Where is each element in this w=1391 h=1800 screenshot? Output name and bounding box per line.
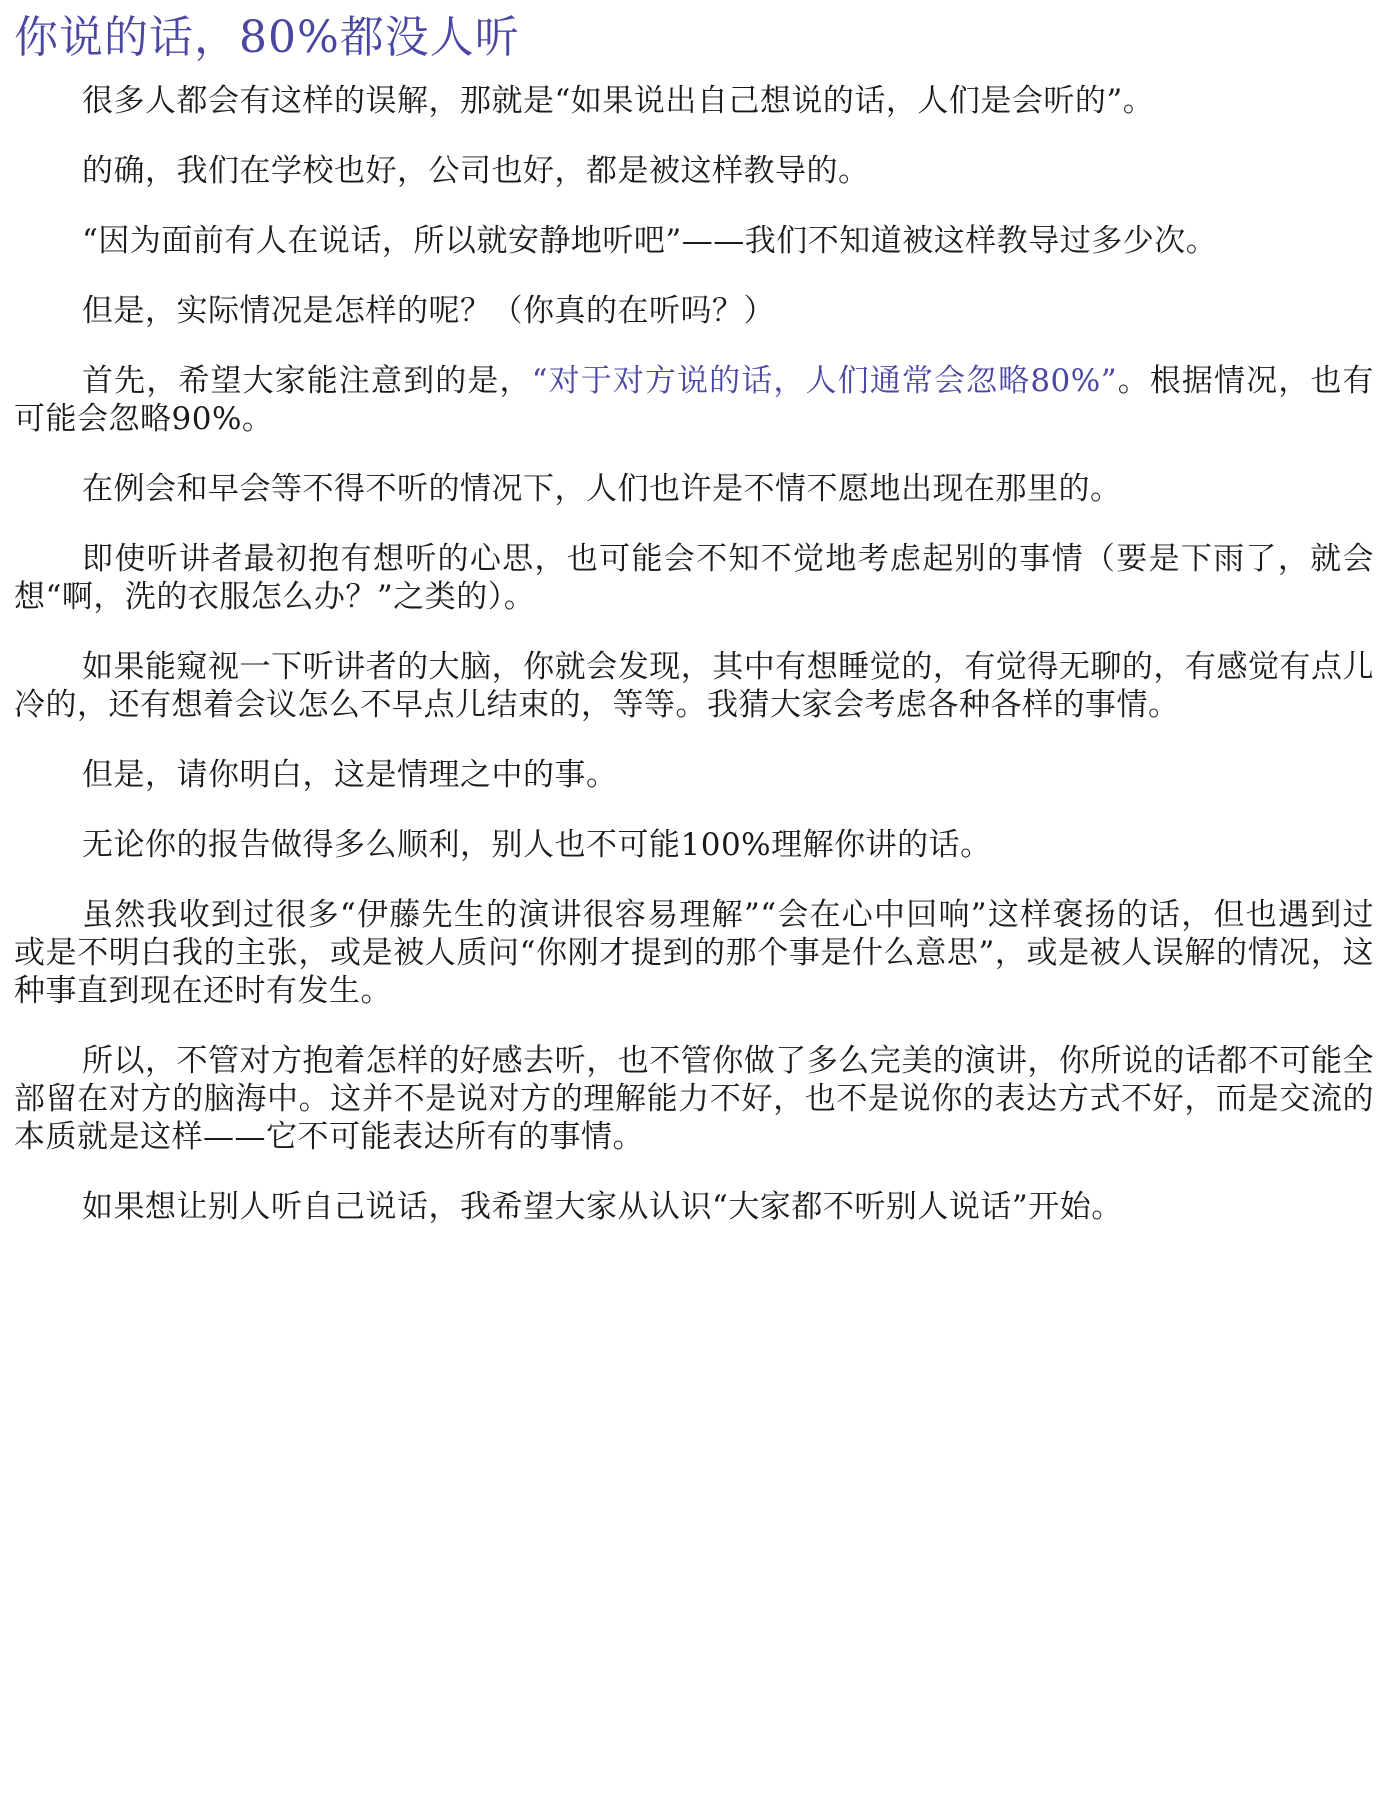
- paragraph-1: 很多人都会有这样的误解，那就是“如果说出自己想说的话，人们是会听的”。: [82, 83, 1155, 119]
- paragraph-4: 但是，实际情况是怎样的呢？（你真的在听吗？）: [82, 293, 775, 329]
- paragraph-7: 即使听讲者最初抱有想听的心思，也可能会不知不觉地考虑起别的事情（要是下雨了，就会想“啊，洗的衣服怎么办？”之类的）。: [14, 541, 1374, 615]
- paragraph-13: 如果想让别人听自己说话，我希望大家从认识“大家都不听别人说话”开始。: [82, 1189, 1123, 1225]
- paragraph-8: 如果能窥视一下听讲者的大脑，你就会发现，其中有想睡觉的，有觉得无聊的，有感觉有点儿冷的，还有想着会议怎么不早点儿结束的，等等。我猜大家会考虑各种各样的事情。: [14, 649, 1374, 723]
- page-title: 你说的话，80%都没人听: [14, 12, 520, 63]
- paragraph-5-tail: 。根据情况，也有可能会忽略90%。: [14, 363, 1375, 437]
- paragraph-3: “因为面前有人在说话，所以就安静地听吧”——我们不知道被这样教导过多少次。: [82, 223, 1218, 259]
- paragraph-10: 无论你的报告做得多么顺利，别人也不可能100%理解你讲的话。: [82, 827, 992, 863]
- highlighted-quote: “对于对方说的话，人们通常会忽略80%”: [531, 363, 1118, 399]
- document-page: [14, 8, 1374, 1258]
- paragraph-2: 的确，我们在学校也好，公司也好，都是被这样教导的。: [82, 153, 870, 189]
- paragraph-5-lead: 首先，希望大家能注意到的是，: [82, 363, 532, 399]
- paragraph-12: 所以，不管对方抱着怎样的好感去听，也不管你做了多么完美的演讲，你所说的话都不可能全部留在对方的脑海中。这并不是说对方的理解能力不好，也不是说你的表达方式不好，而是交流的本质就是这样——它不可能表达所有的事情。: [14, 1043, 1374, 1155]
- paragraph-6: 在例会和早会等不得不听的情况下，人们也许是不情不愿地出现在那里的。: [82, 471, 1122, 507]
- paragraph-11: 虽然我收到过很多“伊藤先生的演讲很容易理解”“会在心中回响”这样褒扬的话，但也遇到过或是不明白我的主张，或是被人质问“你刚才提到的那个事是什么意思”，或是被人误解的情况，这种事直到现在还时有发生。: [14, 897, 1374, 1009]
- paragraph-9: 但是，请你明白，这是情理之中的事。: [82, 757, 618, 793]
- paragraph-5: [14, 362, 1374, 438]
